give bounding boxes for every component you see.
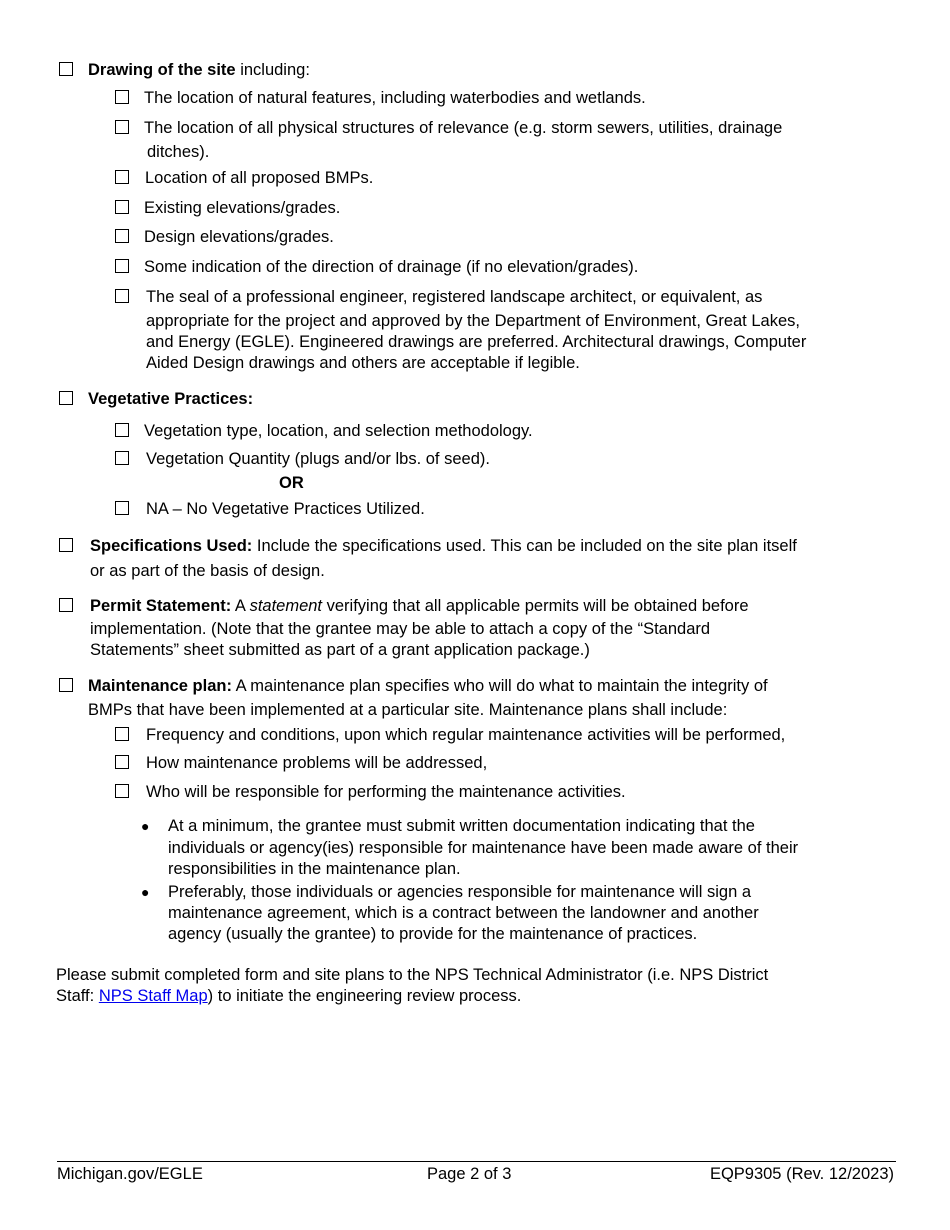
drawing-seal-checkbox[interactable] <box>115 289 129 303</box>
permit-text-cont: Statements” sheet submitted as part of a grant application package.) <box>90 641 590 659</box>
vegetative-heading: Vegetative Practices: <box>88 390 254 408</box>
maintenance-item: How maintenance problems will be addressed, <box>146 754 488 772</box>
permit-text-cont: implementation. (Note that the grantee may be able to attach a copy of the “Standard <box>90 620 711 638</box>
drawing-checkbox[interactable] <box>59 62 73 76</box>
drawing-structures-checkbox[interactable] <box>115 120 129 134</box>
bullet-icon: ● <box>141 884 150 900</box>
drawing-design-checkbox[interactable] <box>115 229 129 243</box>
drawing-item: Some indication of the direction of drainage (if no elevation/grades). <box>144 258 639 276</box>
vegetative-checkbox[interactable] <box>59 391 73 405</box>
maintenance-bullet-cont: individuals or agency(ies) responsible for maintenance have been made aware of their <box>168 839 799 857</box>
submit-text-cont: Staff: NPS Staff Map) to initiate the engineering review process. <box>56 987 522 1005</box>
drawing-item-cont: ditches). <box>147 143 210 161</box>
permit-text: Permit Statement: A statement verifying that all applicable permits will be obtained before <box>90 597 749 615</box>
vegetative-item: Vegetation type, location, and selection methodology. <box>144 422 533 440</box>
footer-divider <box>57 1161 896 1162</box>
drawing-item-cont: appropriate for the project and approved by the Department of Environment, Great Lakes, <box>146 312 800 330</box>
drawing-item: Design elevations/grades. <box>144 228 334 246</box>
drawing-item: The seal of a professional engineer, registered landscape architect, or equivalent, as <box>146 288 763 306</box>
drawing-drainage-checkbox[interactable] <box>115 259 129 273</box>
drawing-item: The location of natural features, including waterbodies and wetlands. <box>144 89 646 107</box>
vegetative-item: Vegetation Quantity (plugs and/or lbs. of seed). <box>146 450 490 468</box>
bullet-icon: ● <box>141 818 150 834</box>
vegetative-na-checkbox[interactable] <box>115 501 129 515</box>
maintenance-responsible-checkbox[interactable] <box>115 784 129 798</box>
drawing-natural-checkbox[interactable] <box>115 90 129 104</box>
specifications-text: Specifications Used: Include the specifications used. This can be included on the site plan itself <box>90 537 797 555</box>
nps-staff-map-link[interactable]: NPS Staff Map <box>98 987 208 1005</box>
maintenance-frequency-checkbox[interactable] <box>115 727 129 741</box>
maintenance-text-cont: BMPs that have been implemented at a particular site. Maintenance plans shall include: <box>88 701 728 719</box>
vegetative-quantity-checkbox[interactable] <box>115 451 129 465</box>
maintenance-bullet: Preferably, those individuals or agencies responsible for maintenance will sign a <box>168 883 752 901</box>
drawing-item: The location of all physical structures of relevance (e.g. storm sewers, utilities, drainage <box>144 119 783 137</box>
maintenance-bullet-cont: agency (usually the grantee) to provide for the maintenance of practices. <box>168 925 698 943</box>
footer-website: Michigan.gov/EGLE <box>57 1165 203 1183</box>
specifications-checkbox[interactable] <box>59 538 73 552</box>
maintenance-bullet-cont: responsibilities in the maintenance plan. <box>168 860 461 878</box>
drawing-item-cont: and Energy (EGLE). Engineered drawings are preferred. Architectural drawings, Computer <box>146 333 807 351</box>
vegetative-type-checkbox[interactable] <box>115 423 129 437</box>
maintenance-text: Maintenance plan: A maintenance plan specifies who will do what to maintain the integrity of <box>88 677 768 695</box>
footer-form-number: EQP9305 (Rev. 12/2023) <box>709 1165 894 1183</box>
drawing-existing-checkbox[interactable] <box>115 200 129 214</box>
drawing-item: Existing elevations/grades. <box>144 199 341 217</box>
vegetative-item: NA – No Vegetative Practices Utilized. <box>146 500 425 518</box>
maintenance-problems-checkbox[interactable] <box>115 755 129 769</box>
maintenance-item: Frequency and conditions, upon which regular maintenance activities will be performed, <box>146 726 786 744</box>
maintenance-bullet: At a minimum, the grantee must submit written documentation indicating that the <box>168 817 755 835</box>
drawing-item-cont: Aided Design drawings and others are acceptable if legible. <box>146 354 580 372</box>
drawing-item: Location of all proposed BMPs. <box>145 169 374 187</box>
or-label: OR <box>279 474 304 492</box>
maintenance-item: Who will be responsible for performing the maintenance activities. <box>146 783 626 801</box>
footer-page-number: Page 2 of 3 <box>427 1165 512 1183</box>
specifications-text-cont: or as part of the basis of design. <box>90 562 325 580</box>
drawing-bmps-checkbox[interactable] <box>115 170 129 184</box>
maintenance-bullet-cont: maintenance agreement, which is a contract between the landowner and another <box>168 904 759 922</box>
drawing-heading: Drawing of the site including: <box>88 61 310 79</box>
permit-checkbox[interactable] <box>59 598 73 612</box>
submit-text: Please submit completed form and site plans to the NPS Technical Administrator (i.e. NPS District <box>56 966 769 984</box>
maintenance-checkbox[interactable] <box>59 678 73 692</box>
